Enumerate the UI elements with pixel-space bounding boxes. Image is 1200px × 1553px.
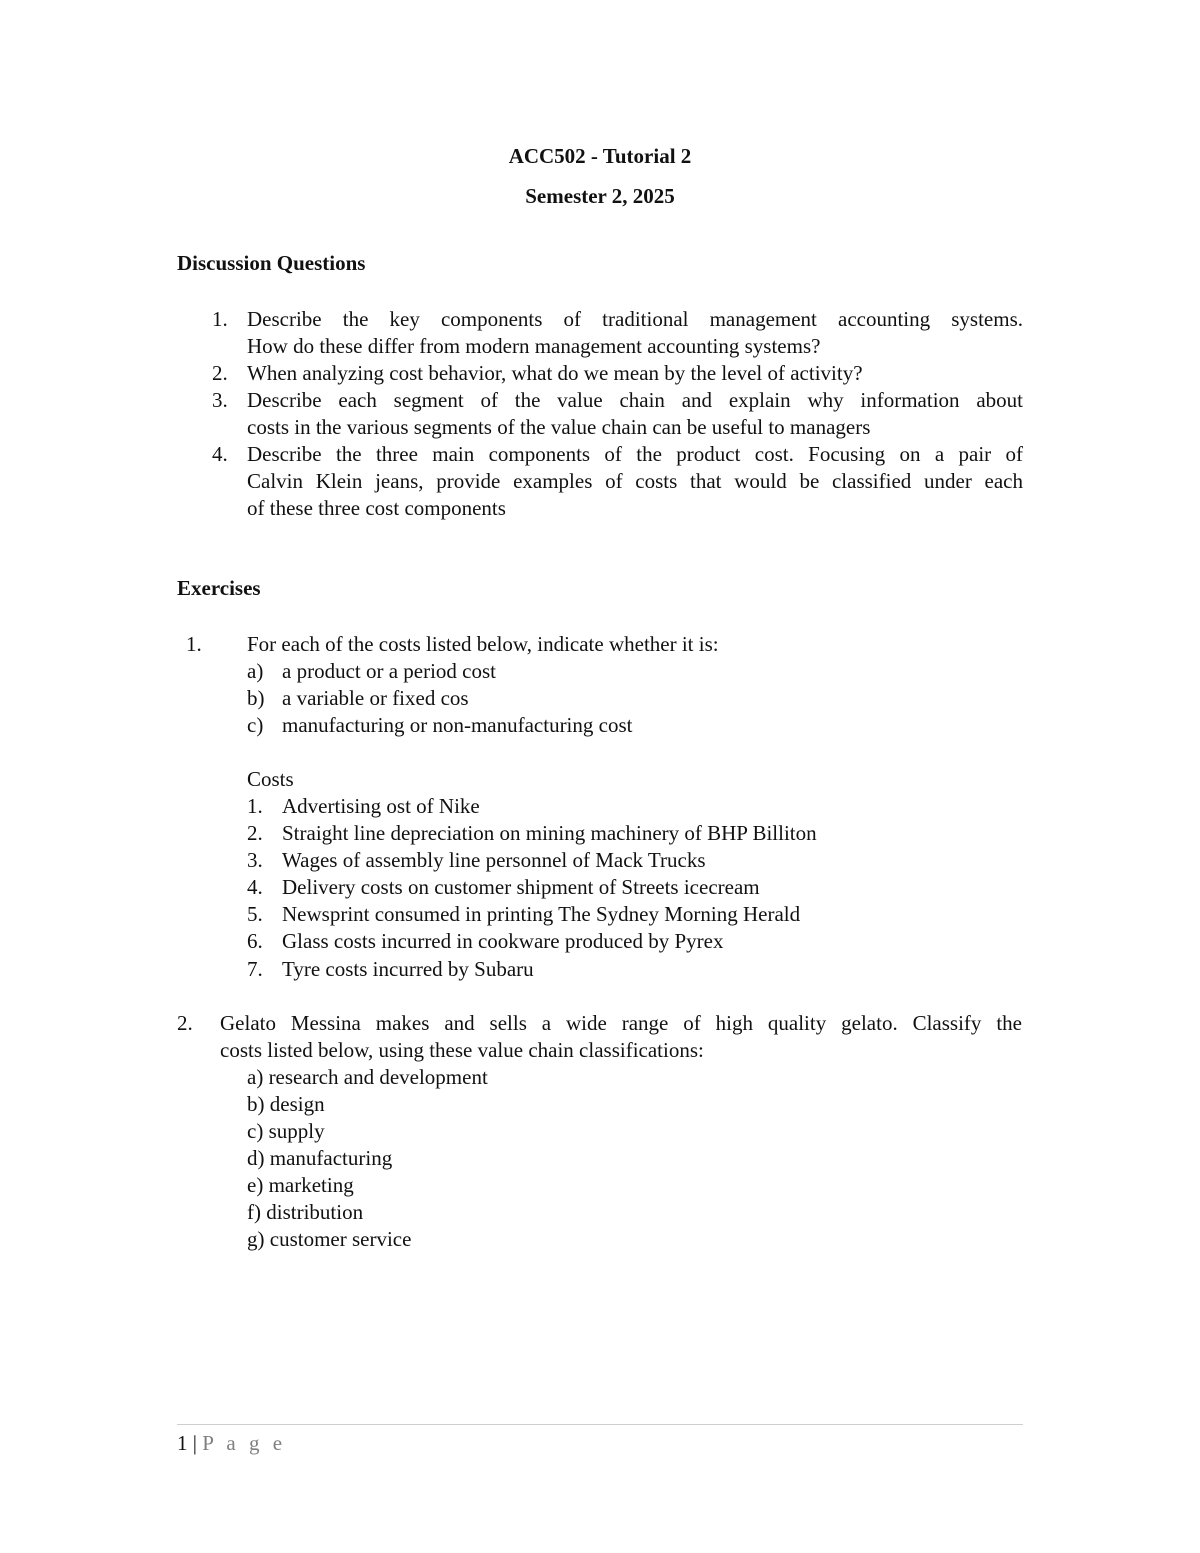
classification-item: e) marketing xyxy=(247,1173,354,1197)
cost-item: Delivery costs on customer shipment of Streets icecream xyxy=(282,875,760,899)
cost-number: 1. xyxy=(247,794,263,818)
page-number: 1 xyxy=(177,1431,188,1455)
exercise-line: Gelato Messina makes and sells a wide range of high quality gelato. Classify the xyxy=(220,1011,1022,1035)
exercise-number: 1. xyxy=(186,632,202,656)
option-letter: c) xyxy=(247,713,264,737)
discussion-line: Calvin Klein jeans, provide examples of costs that would be classified under each xyxy=(247,469,1023,493)
discussion-line: Describe the key components of traditional management accounting systems. xyxy=(247,307,1023,331)
discussion-line: How do these differ from modern management accounting systems? xyxy=(247,334,821,358)
cost-number: 7. xyxy=(247,957,263,981)
discussion-line: costs in the various segments of the value chain can be useful to managers xyxy=(247,415,871,439)
cost-number: 4. xyxy=(247,875,263,899)
exercises-heading: Exercises xyxy=(177,576,261,600)
classification-item: g) customer service xyxy=(247,1227,412,1251)
costs-label: Costs xyxy=(247,767,294,791)
cost-number: 3. xyxy=(247,848,263,872)
option-text: a variable or fixed cos xyxy=(282,686,469,710)
discussion-line: Describe each segment of the value chain and explain why information about xyxy=(247,388,1023,412)
option-text: manufacturing or non-manufacturing cost xyxy=(282,713,633,737)
exercise-intro: For each of the costs listed below, indicate whether it is: xyxy=(247,632,719,656)
discussion-line: Describe the three main components of the product cost. Focusing on a pair of xyxy=(247,442,1023,466)
footer-divider xyxy=(177,1424,1023,1425)
discussion-number: 4. xyxy=(212,442,228,466)
classification-item: c) supply xyxy=(247,1119,325,1143)
page-label: P a g e xyxy=(202,1431,287,1455)
classification-item: b) design xyxy=(247,1092,325,1116)
cost-item: Tyre costs incurred by Subaru xyxy=(282,957,534,981)
option-text: a product or a period cost xyxy=(282,659,497,683)
discussion-number: 1. xyxy=(212,307,228,331)
cost-number: 5. xyxy=(247,902,263,926)
discussion-heading: Discussion Questions xyxy=(177,251,366,275)
footer-separator: | xyxy=(192,1431,197,1455)
cost-item: Advertising ost of Nike xyxy=(282,794,480,818)
option-letter: a) xyxy=(247,659,264,683)
cost-number: 2. xyxy=(247,821,263,845)
option-letter: b) xyxy=(247,686,265,710)
discussion-line: of these three cost components xyxy=(247,496,506,520)
discussion-number: 3. xyxy=(212,388,228,412)
cost-number: 6. xyxy=(247,929,263,953)
page-footer xyxy=(177,1430,286,1457)
cost-item: Glass costs incurred in cookware produced by Pyrex xyxy=(282,929,724,953)
document-title: ACC502 - Tutorial 2 xyxy=(508,144,692,168)
cost-item: Newsprint consumed in printing The Sydney Morning Herald xyxy=(282,902,801,926)
exercise-line: costs listed below, using these value chain classifications: xyxy=(220,1038,704,1062)
discussion-number: 2. xyxy=(212,361,228,385)
exercise-number: 2. xyxy=(177,1011,193,1035)
cost-item: Wages of assembly line personnel of Mack Trucks xyxy=(282,848,706,872)
cost-item: Straight line depreciation on mining machinery of BHP Billiton xyxy=(282,821,817,845)
classification-item: a) research and development xyxy=(247,1065,488,1089)
discussion-line: When analyzing cost behavior, what do we mean by the level of activity? xyxy=(247,361,863,385)
classification-item: f) distribution xyxy=(247,1200,364,1224)
document-subtitle: Semester 2, 2025 xyxy=(525,184,675,208)
classification-item: d) manufacturing xyxy=(247,1146,393,1170)
